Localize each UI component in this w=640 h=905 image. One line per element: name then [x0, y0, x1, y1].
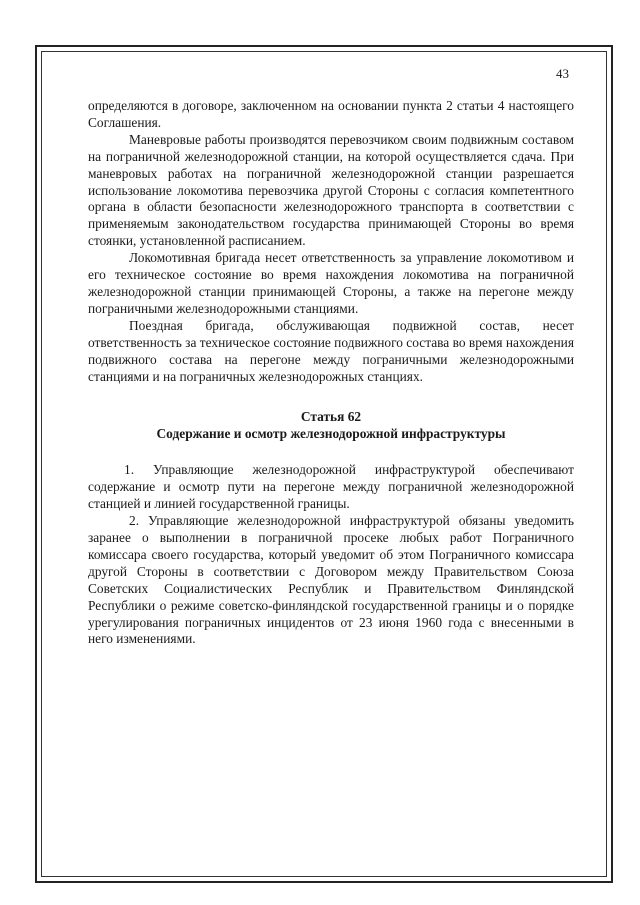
spacer [88, 442, 574, 462]
clause-1: 1. Управляющие железнодорожной инфраструктурой обеспечивают содержание и осмотр пути на перегоне между пограничной железнодорожной станцией и линией государственной границы. [88, 462, 574, 512]
article-title: Содержание и осмотр железнодорожной инфраструктуры [156, 426, 506, 442]
clause-2: 2. Управляющие железнодорожной инфраструктурой обязаны уведомить заранее о выполнении в пограничной просеке любых работ Пограничного комиссара своего государства, который уведомит об этом Пограничного комиссара другой Стороны в соответствии с Договором между Правительством Союза Советских Социалистических Республик и Правительством Финляндской Республики о режиме советско-финляндской государственной границы и о порядке урегулирования пограничных инцидентов от 23 июня 1960 года с внесенными в него изменениями. [88, 513, 574, 647]
paragraph-continuation: определяются в договоре, заключенном на основании пункта 2 статьи 4 настоящего Соглашения. [88, 98, 574, 130]
document-body [88, 98, 574, 648]
paragraph-train-crew: Поездная бригада, обслуживающая подвижной состав, несет ответственность за техническое состояние подвижного состава во время нахождения подвижного состава на перегоне между пограничными железнодорожными станциями и на пограничных железнодорожных станциях. [88, 317, 574, 384]
article-number: Статья 62 [300, 409, 362, 425]
paragraph-locomotive-crew: Локомотивная бригада несет ответственность за управление локомотивом и его техническое состояние во время нахождения локомотива на пограничной железнодорожной станции принимающей Стороны, а также на перегоне между пограничными железнодорожными станциями. [88, 250, 574, 316]
page-number: 43 [556, 66, 569, 81]
spacer [88, 385, 574, 408]
paragraph-shunting-work: Маневровые работы производятся перевозчиком своим подвижным составом на пограничной железнодорожной станции, на которой осуществляется сдача. При маневровых работах на пограничной железнодорожной станции разрешается использование локомотива перевозчика другой Стороны с согласия компетентного органа в области безопасности железнодорожного транспорта в соответствии с применяемым законодательством государства принимающей Стороны во время стоянки, установленной расписанием. [88, 131, 574, 249]
